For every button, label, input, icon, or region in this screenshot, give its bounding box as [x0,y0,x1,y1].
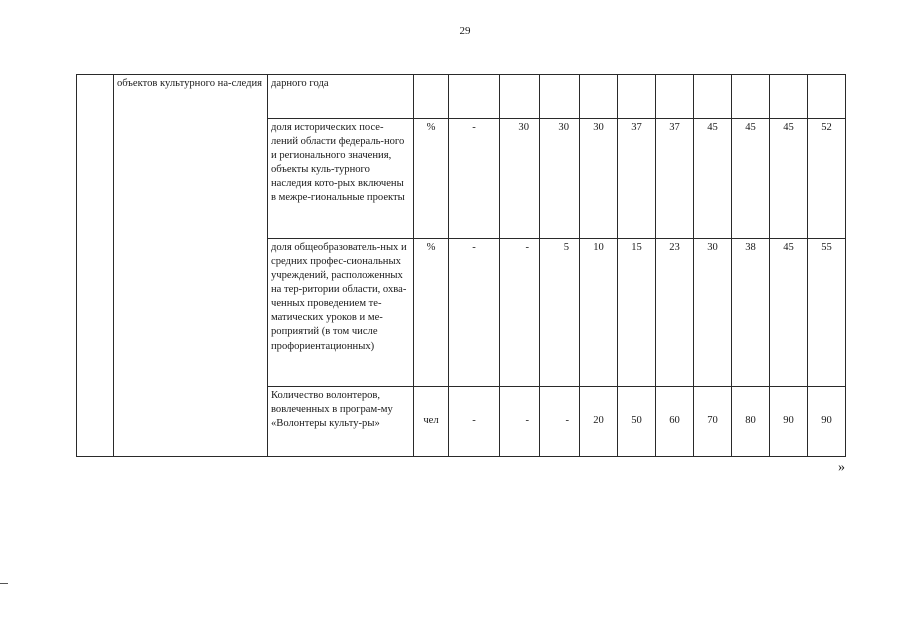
value-cell: 60 [656,387,694,457]
value-cell: 45 [732,119,770,239]
value-cell: 45 [770,119,808,239]
value-cell: 70 [694,387,732,457]
value-cell: 5 [540,239,580,387]
value-cell: 30 [500,119,540,239]
value-cell: 37 [618,119,656,239]
closing-quote-mark: » [838,460,845,475]
unit-cell: % [414,119,449,239]
value-cell: - [500,239,540,387]
value-cell: 20 [580,387,618,457]
value-cell: 10 [580,239,618,387]
indicator-label: доля исторических посе-лений области федераль-ного и регионального значения, объекты куль-турного наследия кото-рых включены в межре-гиональные проекты [268,119,414,239]
value-cell: - [540,387,580,457]
value-cell: 45 [770,239,808,387]
value-cell: 80 [732,387,770,457]
value-cell: - [449,119,500,239]
header-cell: дарного года [268,75,414,119]
value-cell: 30 [580,119,618,239]
value-cell: 15 [618,239,656,387]
goal-cell: объектов культурного на-следия [114,75,268,457]
value-cell: - [500,387,540,457]
value-cell: 30 [694,239,732,387]
value-cell: 90 [770,387,808,457]
value-cell: 23 [656,239,694,387]
indicator-label: доля общеобразователь-ных и средних профес-сиональных учреждений, расположенных на тер-ритории области, охва-ченных проведением те-матических уроков и ме-роприятий (в том числе профориентационных) [268,239,414,387]
unit-cell: % [414,239,449,387]
table-row [77,75,846,119]
row-number-cell [77,75,114,457]
value-cell: 55 [808,239,846,387]
value-cell: 37 [656,119,694,239]
indicator-label: Количество волонтеров, вовлеченных в програм-му «Волонтеры культу-ры» [268,387,414,457]
value-cell: 50 [618,387,656,457]
indicators-table [76,74,846,457]
value-cell: - [449,387,500,457]
value-cell: - [449,239,500,387]
value-cell: 45 [694,119,732,239]
margin-tick [0,583,8,584]
unit-cell: чел [414,387,449,457]
value-cell: 52 [808,119,846,239]
value-cell: 30 [540,119,580,239]
page-number: 29 [459,25,471,37]
value-cell: 90 [808,387,846,457]
value-cell: 38 [732,239,770,387]
